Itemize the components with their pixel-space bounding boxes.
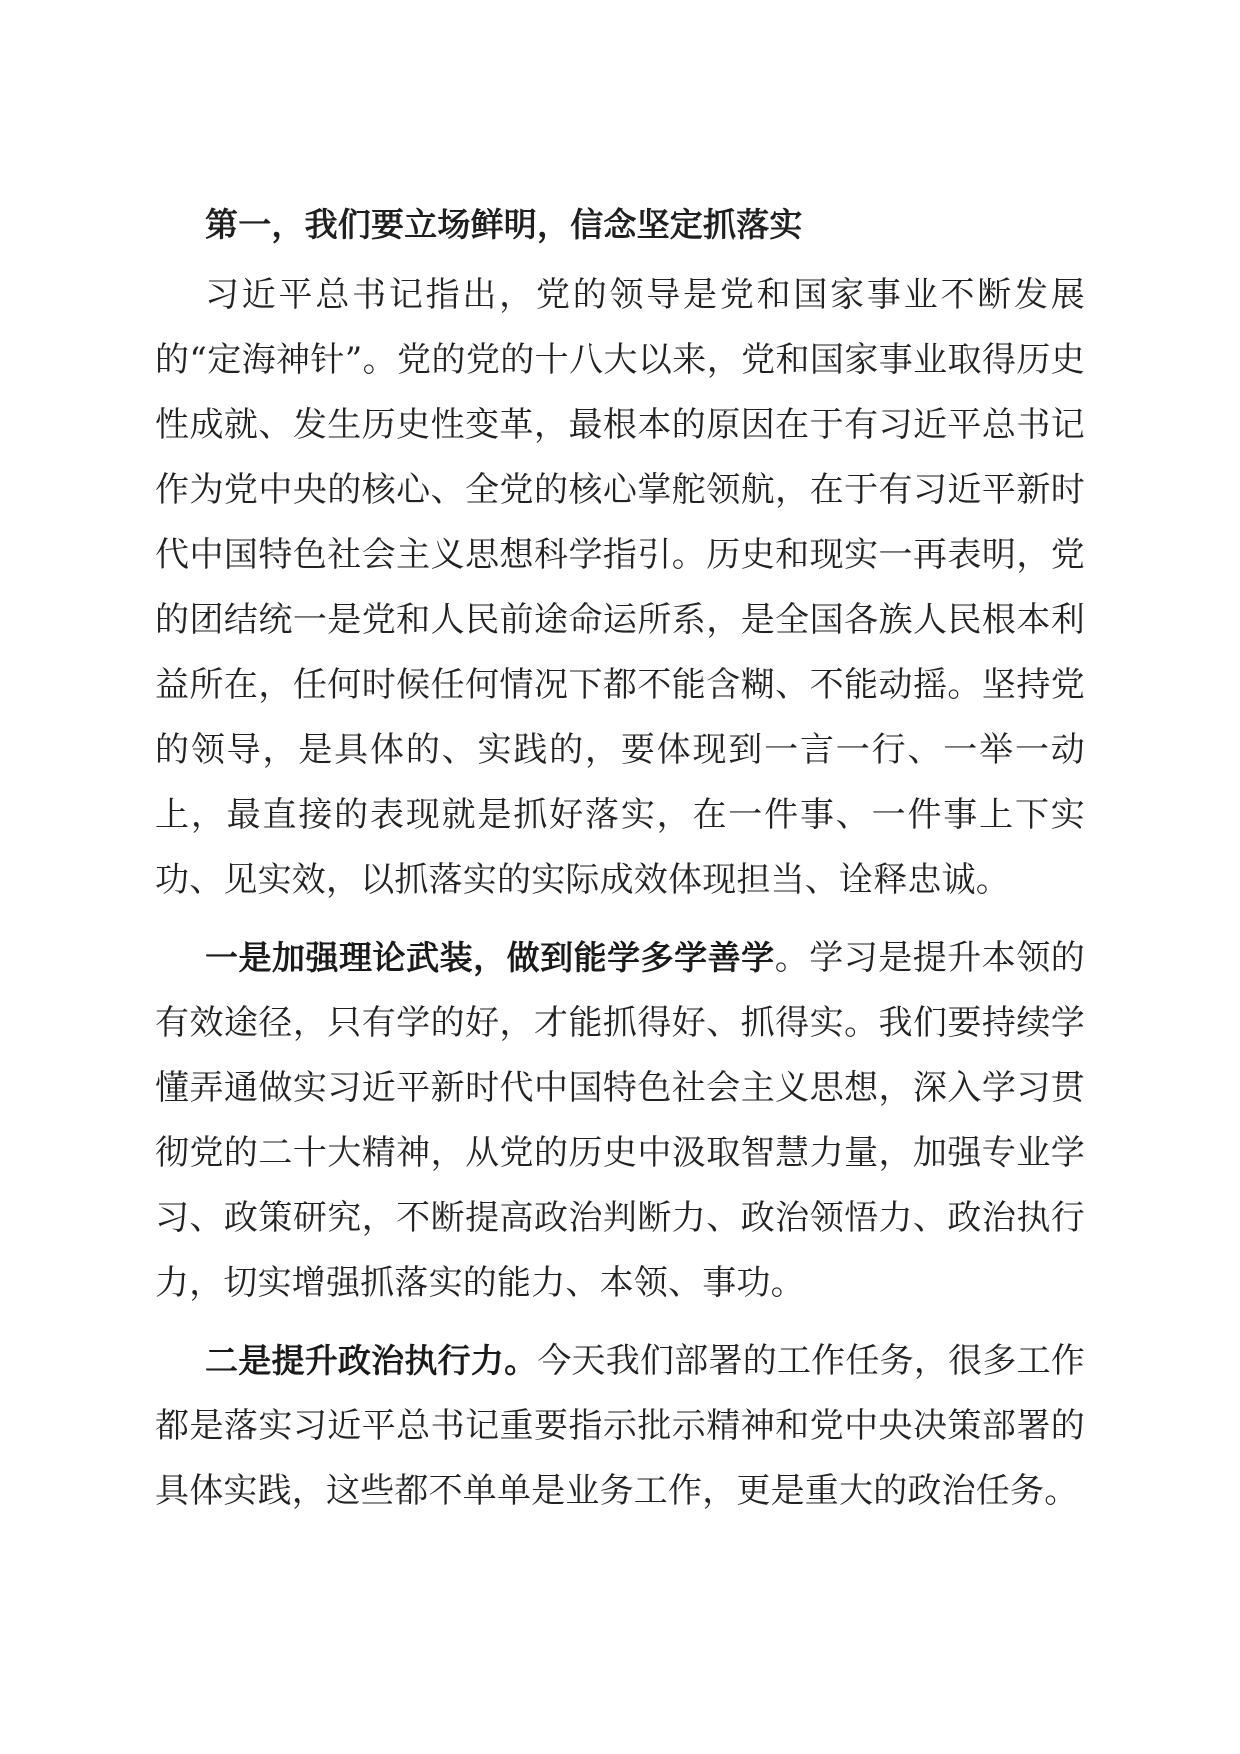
paragraph-1-text: 习近平总书记指出，党的领导是党和国家事业不断发展的“定海神针”。党的党的十八大以来，党和国家事业取得历史性成就、发生历史性变革，最根本的原因在于有习近平总书记作为党中央的核心、全党的核心掌舵领航，在于有习近平新时代中国特色社会主义思想科学指引。历史和现实一再表明，党的团结统一是党和人民前途命运所系，是全国各族人民根本利益所在，任何时候任何情况下都不能含糊、不能动摇。坚持党的领导，是具体的、实践的，要体现到一言一行、一举一动上，最直接的表现就是抓好落实，在一件事、一件事上下实功、见实效，以抓落实的实际成效体现担当、诠释忠诚。 <box>155 275 1085 900</box>
paragraph-3-lead: 二是提升政治执行力。 <box>205 1341 538 1380</box>
paragraph-1 <box>155 262 1085 913</box>
paragraph-3-text: 今天我们部署的工作任务，很多工作都是落实习近平总书记重要指示批示精神和党中央决策部署的具体实践，这些都不单单是业务工作，更是重大的政治任务。 <box>155 1341 1086 1511</box>
document-body <box>155 197 1085 1524</box>
paragraph-2-text: 。学习是提升本领的有效途径，只有学的好，才能抓得好、抓得实。我们要持续学懂弄通做实习近平新时代中国特色社会主义思想，深入学习贯彻党的二十大精神，从党的历史中汲取智慧力量，加强专业学习、政策研究，不断提高政治判断力、政治领悟力、政治执行力，切实增强抓落实的能力、本领、事功。 <box>155 938 1085 1303</box>
section-heading: 第一，我们要立场鲜明，信念坚定抓落实 <box>205 205 803 244</box>
paragraph-2 <box>155 925 1085 1316</box>
paragraph-2-lead: 一是加强理论武装，做到能学多学善学 <box>205 938 775 977</box>
paragraph-3 <box>155 1328 1085 1524</box>
